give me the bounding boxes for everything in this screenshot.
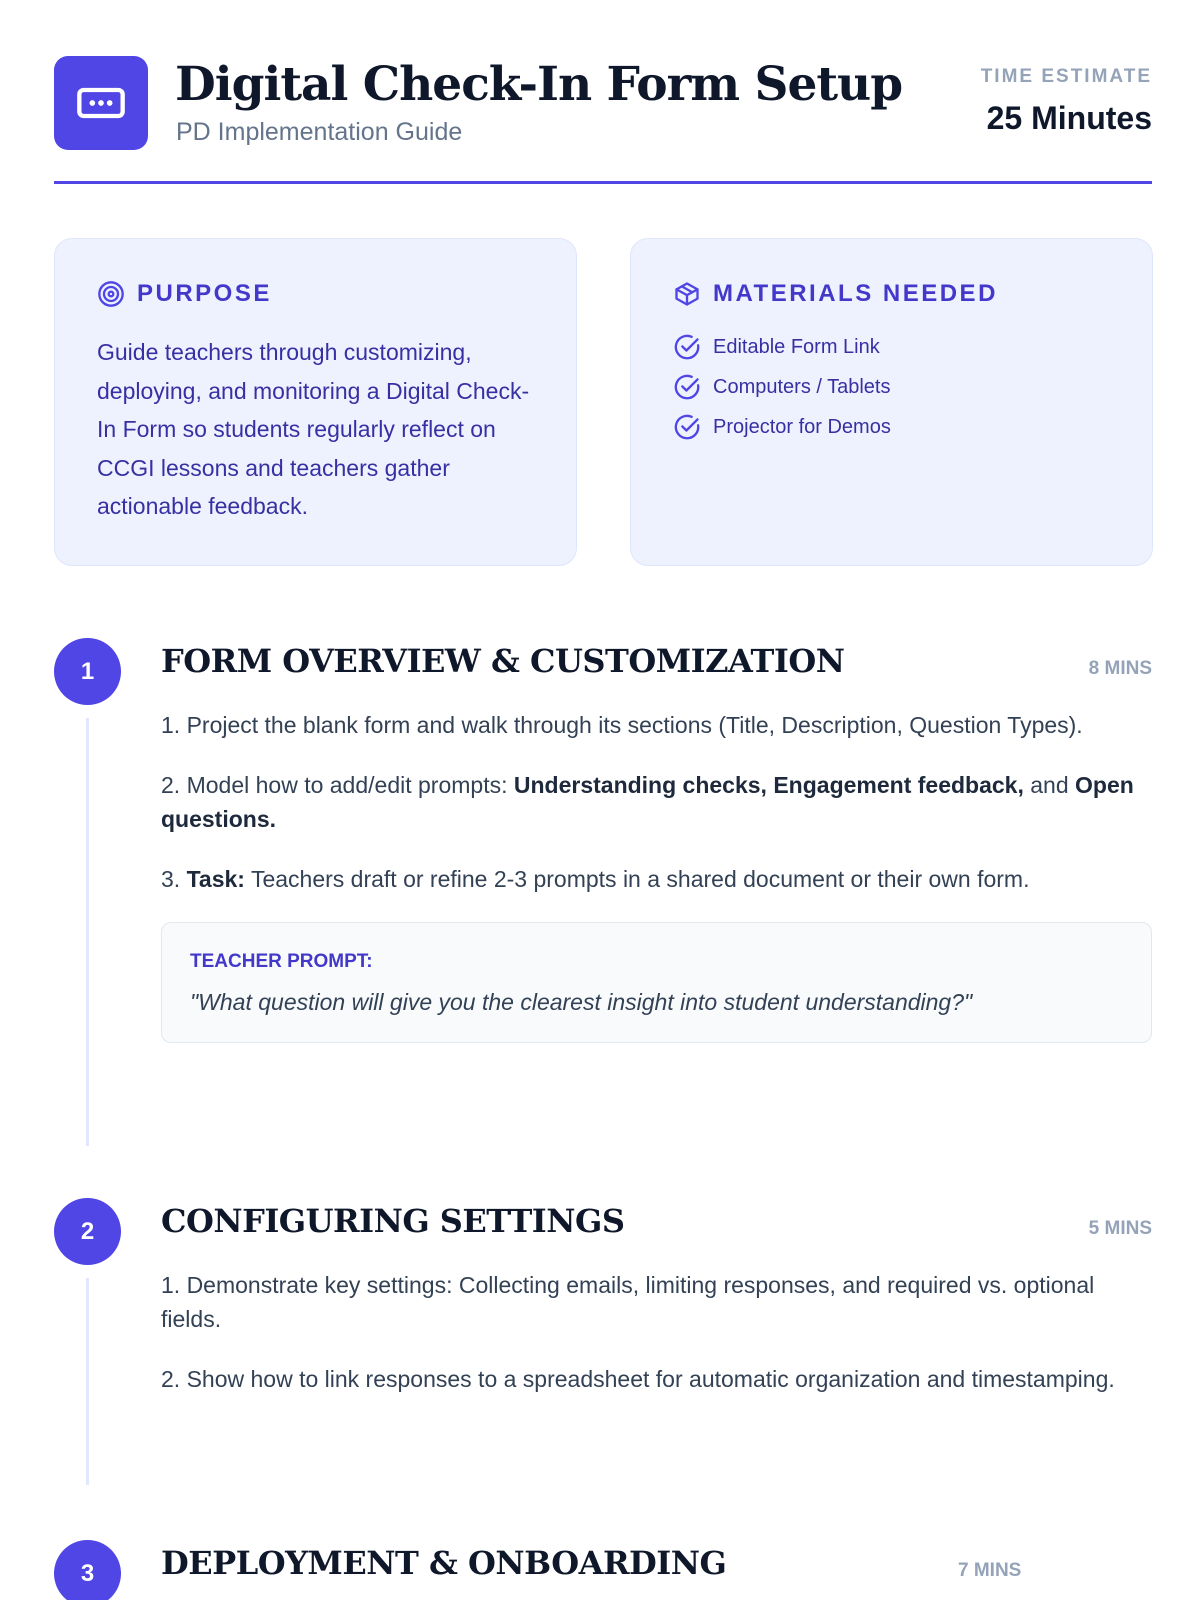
materials-card-header	[673, 279, 1112, 309]
purpose-text: Guide teachers through customizing, deploying, and monitoring a Digital Check-In Form so students regularly reflect on CCGI lessons and teachers gather actionable feedback.	[97, 339, 530, 519]
step-connector-line	[86, 1278, 89, 1485]
material-label: Computers / Tablets	[713, 375, 891, 398]
step-instruction: 1. Project the blank form and walk through its sections (Title, Description, Question Types).	[161, 712, 1083, 738]
step-duration: 5 MINS	[1088, 1218, 1152, 1239]
material-label: Editable Form Link	[713, 335, 880, 358]
step-1	[54, 638, 1152, 1148]
check-circle-icon	[673, 333, 701, 361]
step-instruction: 3. Task: Teachers draft or refine 2-3 prompts in a shared document or their own form.	[161, 866, 1030, 892]
list-item	[673, 327, 1112, 367]
check-circle-icon	[673, 373, 701, 401]
time-estimate-value: 25 Minutes	[986, 100, 1152, 136]
materials-title: MATERIALS NEEDED	[713, 280, 998, 307]
teacher-prompt-box	[161, 922, 1152, 1043]
teacher-prompt-label: TEACHER PROMPT:	[190, 951, 373, 972]
teacher-prompt-quote: "What question will give you the clearest insight into student understanding?"	[190, 989, 973, 1015]
step-duration: 7 MINS	[958, 1560, 1022, 1581]
check-circle-icon	[673, 413, 701, 441]
step-duration: 8 MINS	[1088, 658, 1152, 679]
page-subtitle: PD Implementation Guide	[176, 118, 463, 146]
step-number-badge: 2	[54, 1198, 121, 1265]
step-connector-line	[86, 718, 89, 1146]
step-3	[54, 1540, 1152, 1600]
step-number-badge: 1	[54, 638, 121, 705]
purpose-title: PURPOSE	[137, 280, 272, 307]
target-icon	[97, 280, 125, 308]
materials-card	[630, 238, 1153, 566]
step-2	[54, 1198, 1152, 1498]
step-title: CONFIGURING SETTINGS	[161, 1202, 625, 1240]
step-number-badge: 3	[54, 1540, 121, 1600]
material-label: Projector for Demos	[713, 415, 891, 438]
step-body	[161, 708, 1152, 1043]
step-title: FORM OVERVIEW & CUSTOMIZATION	[161, 642, 845, 680]
list-item	[673, 407, 1112, 447]
step-instruction: 1. Demonstrate key settings: Collecting emails, limiting responses, and required vs. optional fields.	[161, 1272, 1095, 1332]
step-body	[161, 1268, 1152, 1422]
step-instruction: 2. Model how to add/edit prompts: Understanding checks, Engagement feedback, and Open questions.	[161, 772, 1134, 832]
materials-list	[673, 327, 1112, 447]
page-header	[54, 56, 1152, 184]
form-input-icon	[75, 77, 127, 129]
purpose-card-header	[97, 279, 536, 309]
time-estimate-label: TIME ESTIMATE	[980, 66, 1152, 87]
time-estimate	[981, 66, 1152, 137]
package-icon	[673, 280, 701, 308]
step-instruction: 2. Show how to link responses to a spreadsheet for automatic organization and timestamping.	[161, 1366, 1115, 1392]
page-title: Digital Check-In Form Setup	[175, 57, 903, 112]
logo-badge	[54, 56, 148, 150]
list-item	[673, 367, 1112, 407]
step-title: DEPLOYMENT & ONBOARDING	[161, 1544, 727, 1582]
purpose-card	[54, 238, 577, 566]
